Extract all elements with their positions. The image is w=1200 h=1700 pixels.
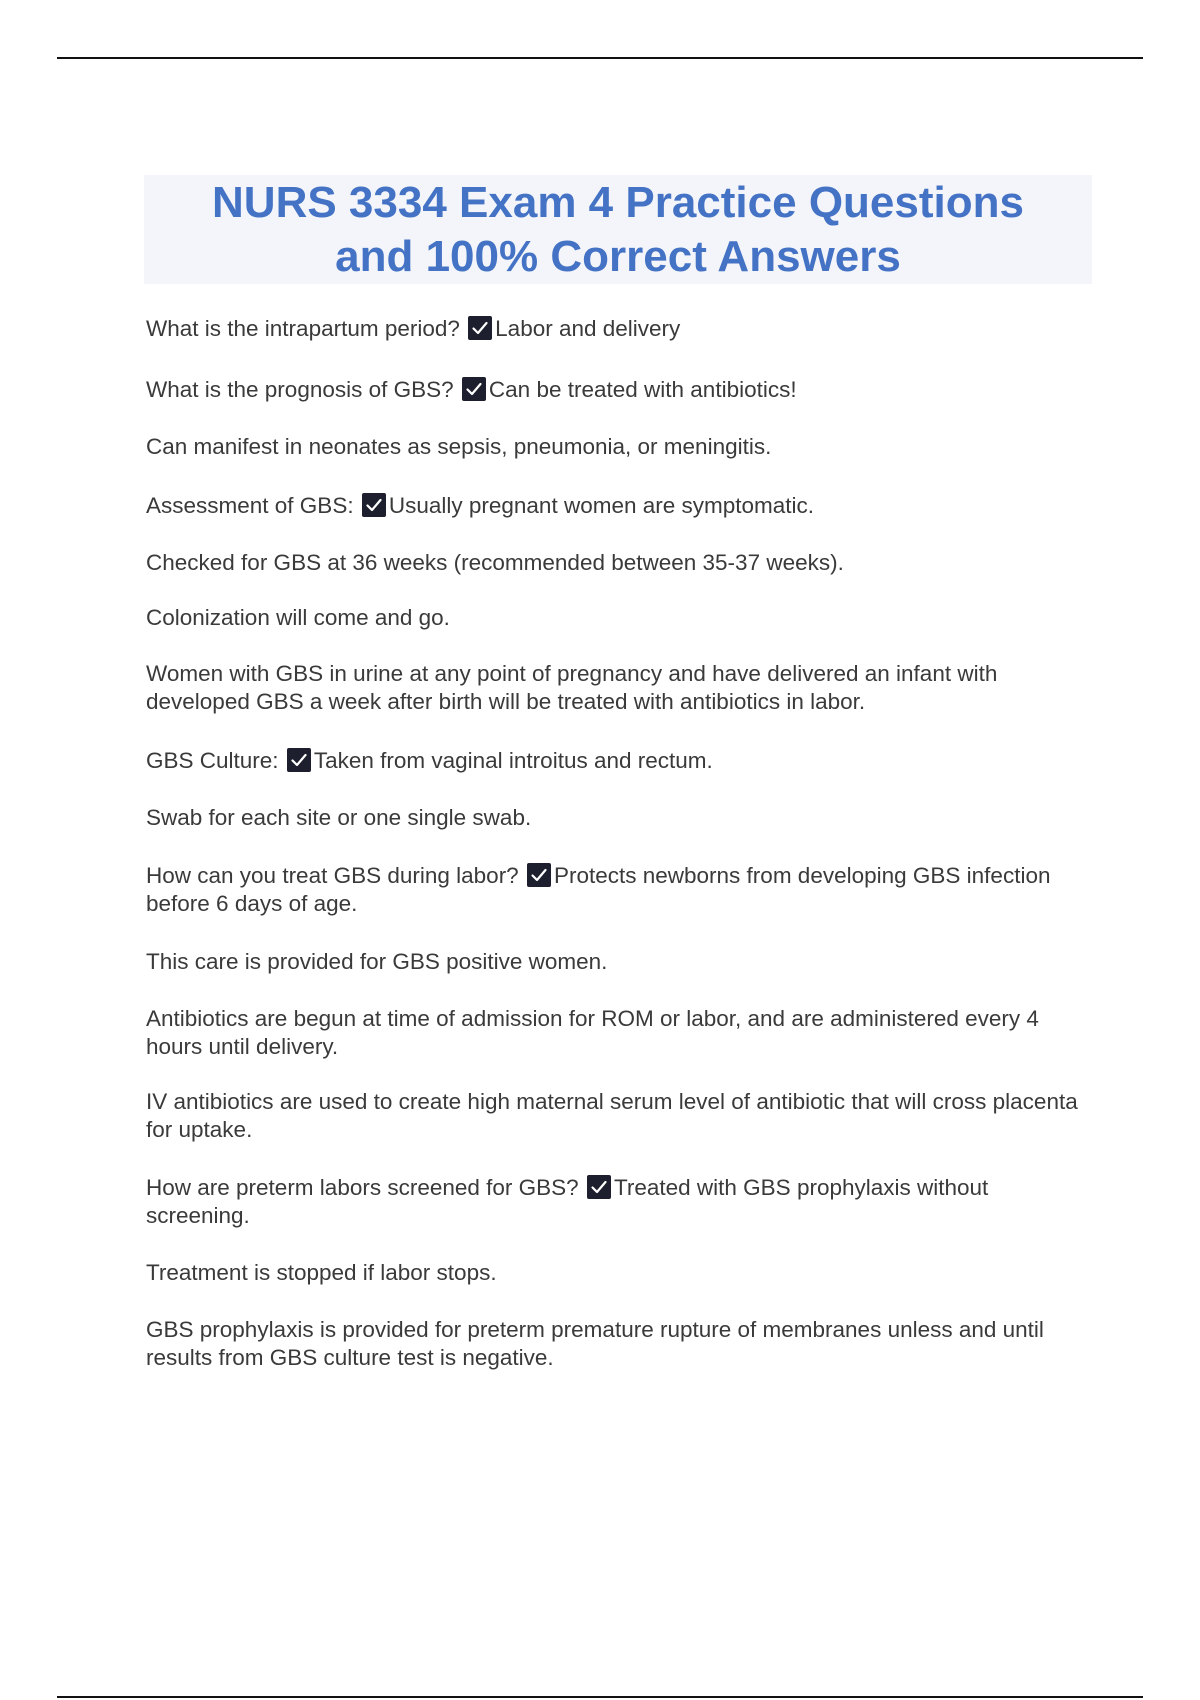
question-text: What is the prognosis of GBS? [146, 377, 454, 402]
question-text: GBS Culture: [146, 748, 279, 773]
note-gbs-urine-treatment: Women with GBS in urine at any point of pregnancy and have delivered an infant with developed GBS a week after birth will be treated with antibiotics in labor. [146, 661, 998, 714]
note-gbs-check-timing: Checked for GBS at 36 weeks (recommended between 35-37 weeks). [146, 550, 844, 575]
note-care-provided: This care is provided for GBS positive women. [146, 949, 608, 974]
page-title-line-2: and 100% Correct Answers [335, 231, 901, 281]
checkmark-box-icon [287, 748, 311, 772]
question-text: How are preterm labors screened for GBS? [146, 1175, 579, 1200]
answer-text: Can be treated with antibiotics! [488, 377, 797, 402]
answer-text: Usually pregnant women are symptomatic. [388, 493, 815, 518]
checkmark-box-icon [468, 316, 492, 340]
note-gbs-prophylaxis-pprom: GBS prophylaxis is provided for preterm premature rupture of membranes unless and until results from GBS culture test is negative. [146, 1317, 1044, 1370]
bottom-rule [57, 1696, 1143, 1698]
checkmark-box-icon [527, 863, 551, 887]
checkmark-box-icon [462, 377, 486, 401]
question-text: How can you treat GBS during labor? [146, 863, 519, 888]
note-colonization: Colonization will come and go. [146, 605, 450, 630]
answer-text: Treated with GBS prophylaxis without screening. [146, 1175, 989, 1228]
answer-text: Protects newborns from developing GBS infection before 6 days of age. [146, 863, 1051, 916]
qa-item-gbs-prognosis [146, 376, 1091, 404]
checkmark-box-icon [362, 493, 386, 517]
checkmark-box-icon [587, 1175, 611, 1199]
question-text: Assessment of GBS: [146, 493, 354, 518]
qa-content [146, 0, 1091, 1700]
qa-item-gbs-labor-treatment [146, 862, 1091, 918]
question-text: What is the intrapartum period? [146, 316, 460, 341]
note-antibiotics-begun: Antibiotics are begun at time of admission for ROM or labor, and are administered every 4 hours until delivery. [146, 1006, 1039, 1059]
qa-item-intrapartum [146, 315, 1091, 343]
answer-text: Taken from vaginal introitus and rectum. [313, 748, 713, 773]
note-swab: Swab for each site or one single swab. [146, 805, 532, 830]
qa-item-preterm-screening [146, 1174, 1091, 1230]
page-title-line-1: NURS 3334 Exam 4 Practice Questions [212, 177, 1024, 227]
qa-item-gbs-culture [146, 747, 1091, 775]
note-iv-antibiotics: IV antibiotics are used to create high maternal serum level of antibiotic that will cross placenta for uptake. [146, 1089, 1078, 1142]
note-neonate-manifestations: Can manifest in neonates as sepsis, pneumonia, or meningitis. [146, 434, 772, 459]
note-treatment-stopped: Treatment is stopped if labor stops. [146, 1260, 497, 1285]
answer-text: Labor and delivery [495, 316, 681, 341]
qa-item-gbs-assessment [146, 492, 1091, 520]
